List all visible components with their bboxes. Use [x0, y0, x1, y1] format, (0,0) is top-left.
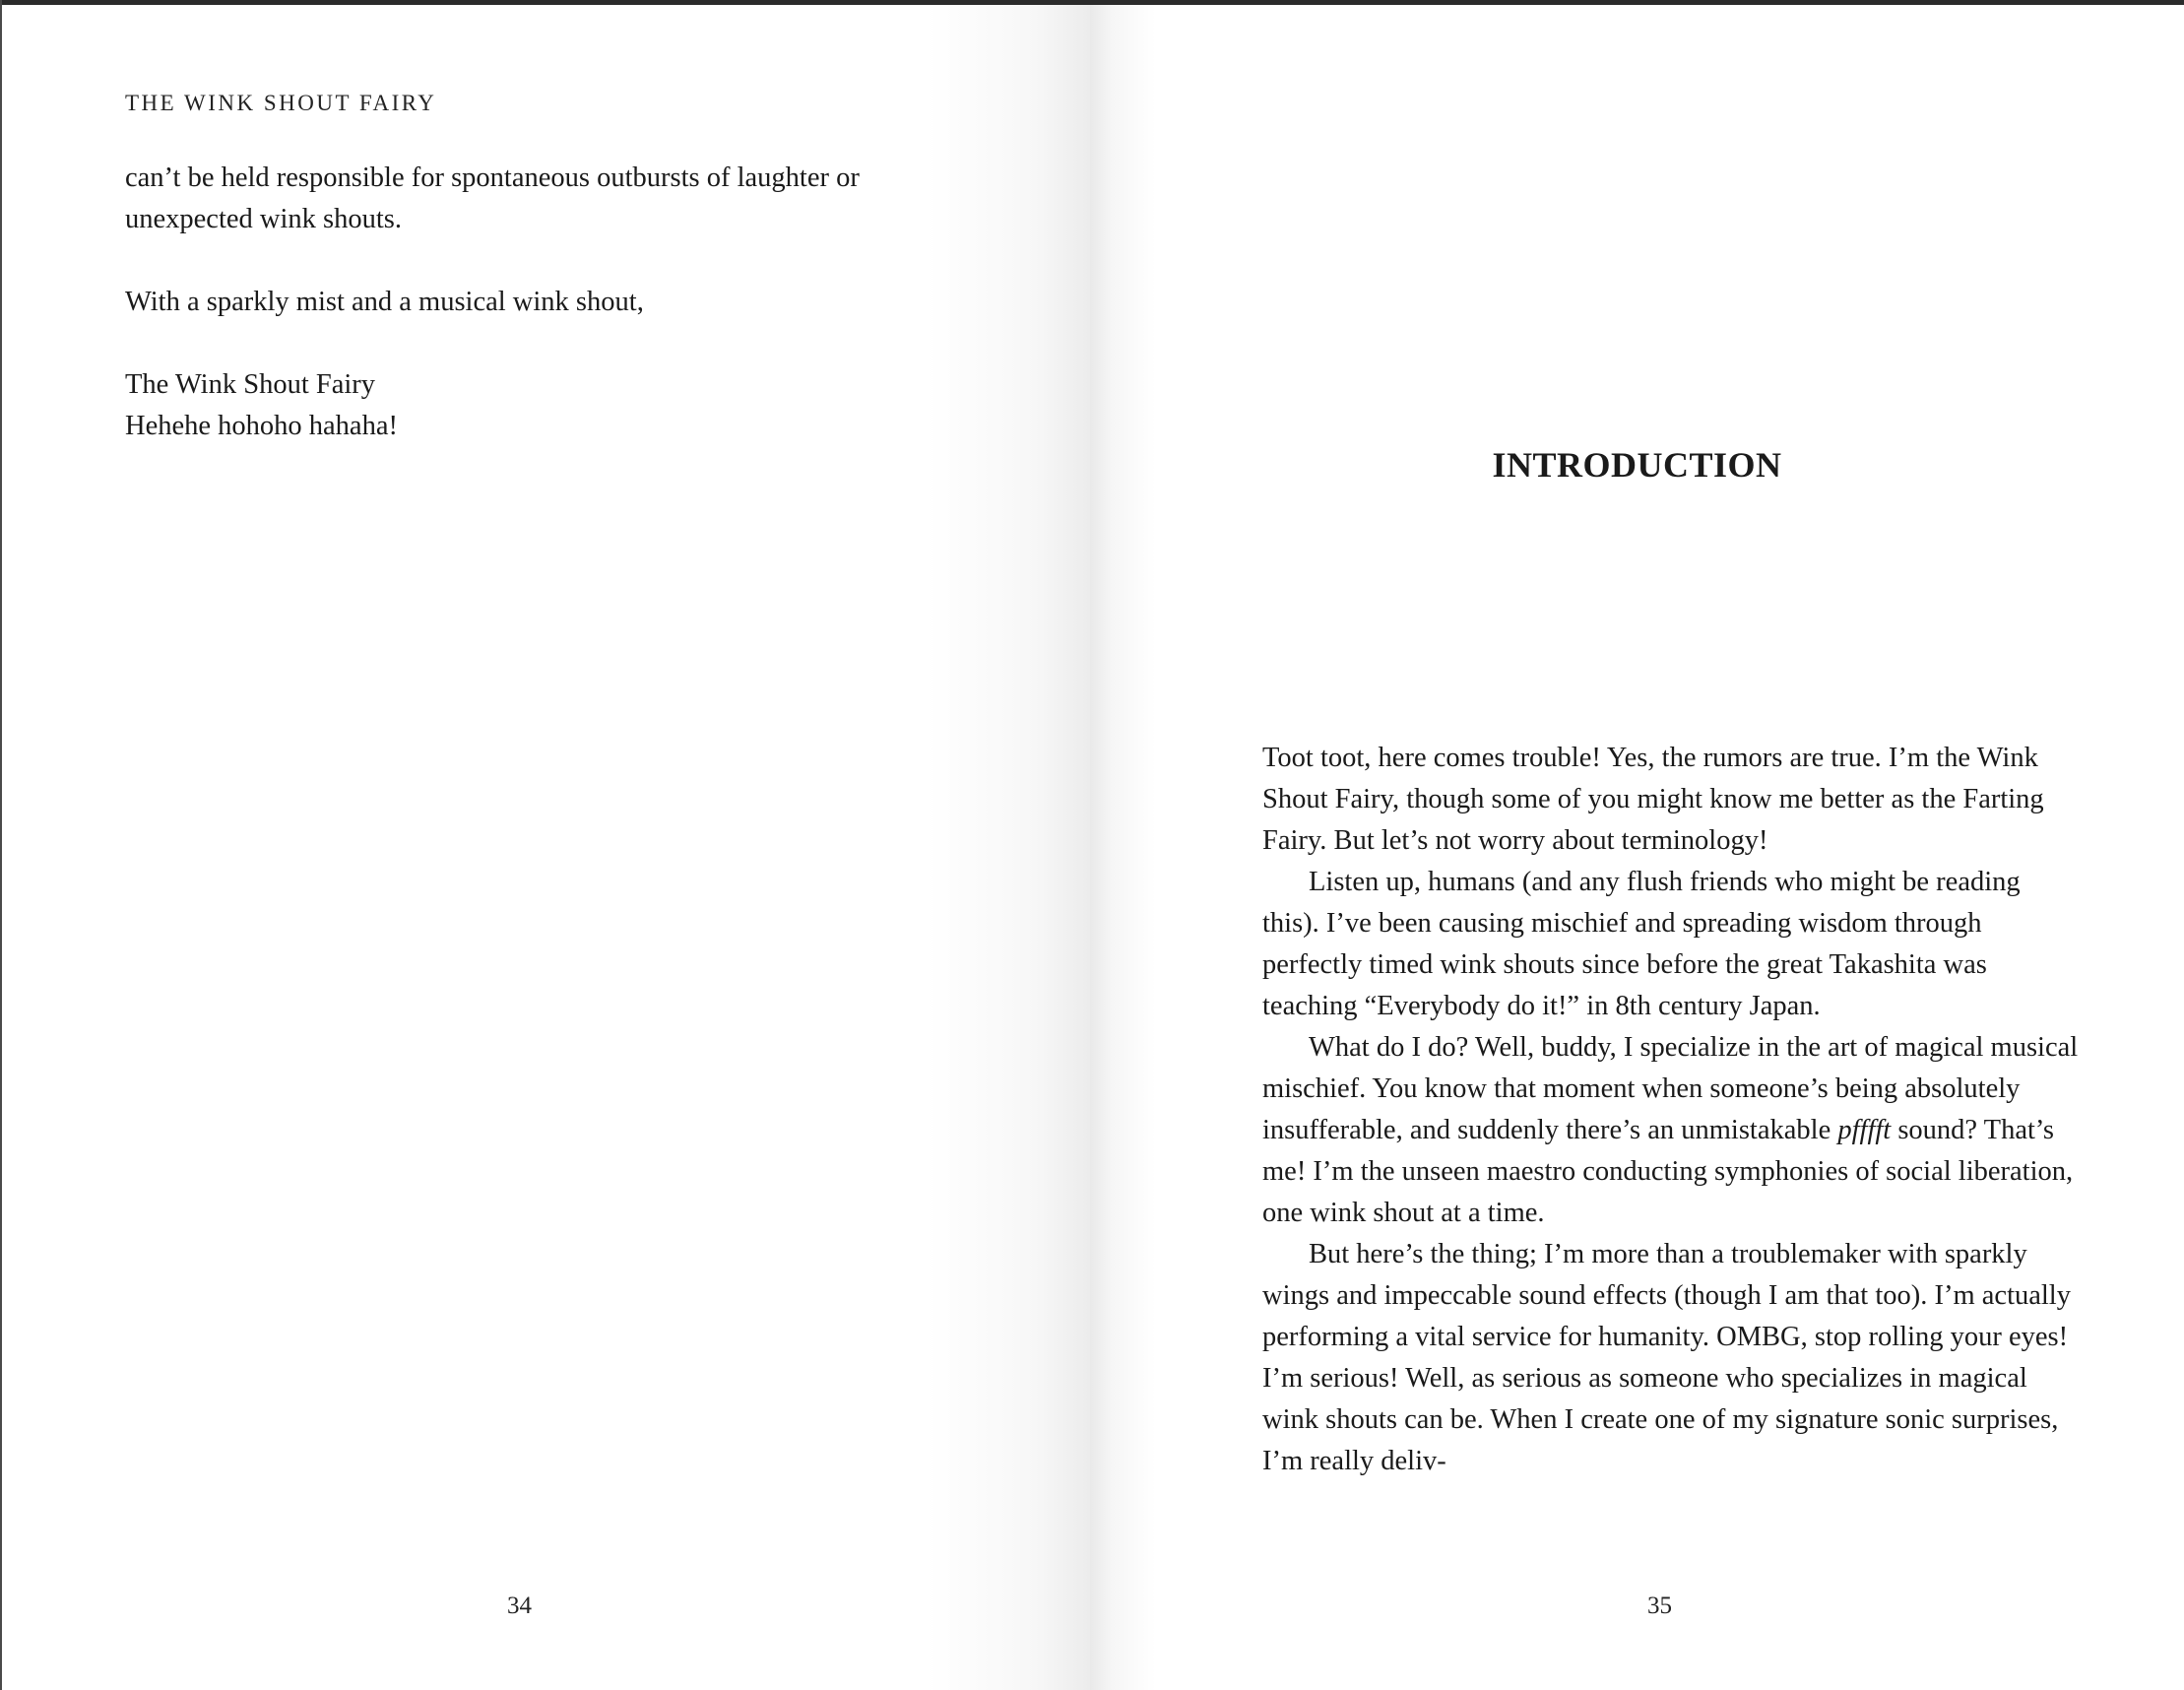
paragraph-text: sound? That’s me! I’m the unseen maestro conducting symphonies of social liberation, one wink shout at a time. — [1262, 1115, 2074, 1228]
chapter-title: INTRODUCTION — [1492, 445, 1782, 485]
paragraph: With a sparkly mist and a musical wink shout, — [125, 287, 644, 317]
paragraph: But here’s the thing; I’m more than a troublemaker with sparkly wings and impeccable sound effects (though I am that too). I’m actually performing a vital service for humanity. OMBG, stop rolling your eyes! I’m serious! Well, as serious as someone who specializes in magical wink shouts can be. When I create one of my signature sonic surprises, I’m really deliv- — [1262, 1239, 2071, 1476]
paragraph: Listen up, humans (and any flush friends who might be reading this). I’ve been causing mischief and spreading wisdom through perfectly timed wink shouts since before the great Takashita was teaching “Everybody do it!” in 8th century Japan. — [1262, 867, 2021, 1021]
paragraph-gap — [125, 323, 1011, 364]
paragraph: can’t be held responsible for spontaneous outbursts of laughter or unexpected wink shouts. — [125, 162, 860, 234]
page-number: 34 — [507, 1592, 532, 1619]
running-head: THE WINK SHOUT FAIRY — [125, 91, 437, 115]
left-page-text — [125, 158, 1011, 447]
signature-name: The Wink Shout Fairy — [125, 369, 376, 400]
chapter-body — [1262, 738, 2080, 1482]
page-number: 35 — [1647, 1592, 1672, 1619]
paragraph-text: What do I do? Well, buddy, I specialize in the art of magical musical mischief. You know that moment when someone’s being absolutely insufferable, and suddenly there’s an unmistakable — [1262, 1032, 2079, 1145]
paragraph-gap — [125, 240, 1011, 282]
signature-laugh: Hehehe hohoho hahaha! — [125, 411, 398, 441]
left-page — [2, 5, 1090, 1690]
right-page — [1090, 5, 2184, 1690]
emphasized-word: pfffft — [1837, 1115, 1892, 1145]
paragraph — [1262, 1027, 2080, 1234]
paragraph: Toot toot, here comes trouble! Yes, the rumors are true. I’m the Wink Shout Fairy, though some of you might know me better as the Farting Fairy. But let’s not worry about terminology! — [1262, 743, 2044, 856]
